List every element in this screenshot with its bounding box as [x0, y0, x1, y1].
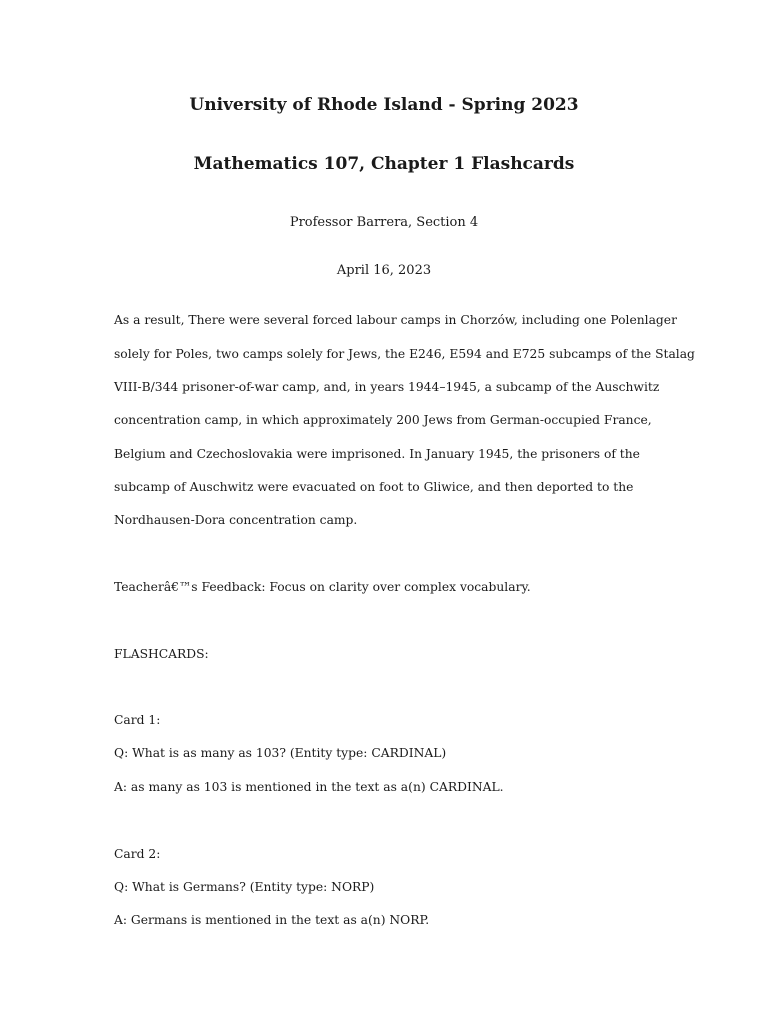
paragraph-line: VIII-B/344 prisoner-of-war camp, and, in years 1944–1945, a subcamp of the Auschwitz [114, 380, 660, 394]
card-question: Q: What is Germans? (Entity type: NORP) [114, 880, 375, 894]
professor-line: Professor Barrera, Section 4 [289, 215, 479, 230]
document-title: University of Rhode Island - Spring 2023 [189, 95, 579, 115]
paragraph-line: Belgium and Czechoslovakia were imprisoned. In January 1945, the prisoners of the [114, 447, 640, 461]
card-label: Card 2: [114, 847, 161, 861]
card-answer: A: as many as 103 is mentioned in the text as a(n) CARDINAL. [114, 780, 504, 794]
flashcards-heading: FLASHCARDS: [114, 647, 209, 661]
paragraph-line: Nordhausen-Dora concentration camp. [114, 513, 358, 527]
paragraph-line: subcamp of Auschwitz were evacuated on foot to Gliwice, and then deported to the [114, 480, 634, 494]
paragraph-line: concentration camp, in which approximately 200 Jews from German-occupied France, [114, 413, 652, 427]
card-question: Q: What is as many as 103? (Entity type: CARDINAL) [114, 746, 447, 760]
document-subtitle: Mathematics 107, Chapter 1 Flashcards [193, 154, 575, 174]
date-line: April 16, 2023 [336, 263, 432, 278]
card-answer: A: Germans is mentioned in the text as a(n) NORP. [114, 913, 430, 927]
teacher-feedback: Teacherâ€™s Feedback: Focus on clarity over complex vocabulary. [114, 580, 531, 594]
paragraph-line: solely for Poles, two camps solely for Jews, the E246, E594 and E725 subcamps of the Stalag [114, 347, 695, 361]
card-label: Card 1: [114, 713, 161, 727]
paragraph-line: As a result, There were several forced labour camps in Chorzów, including one Polenlager [114, 313, 677, 327]
